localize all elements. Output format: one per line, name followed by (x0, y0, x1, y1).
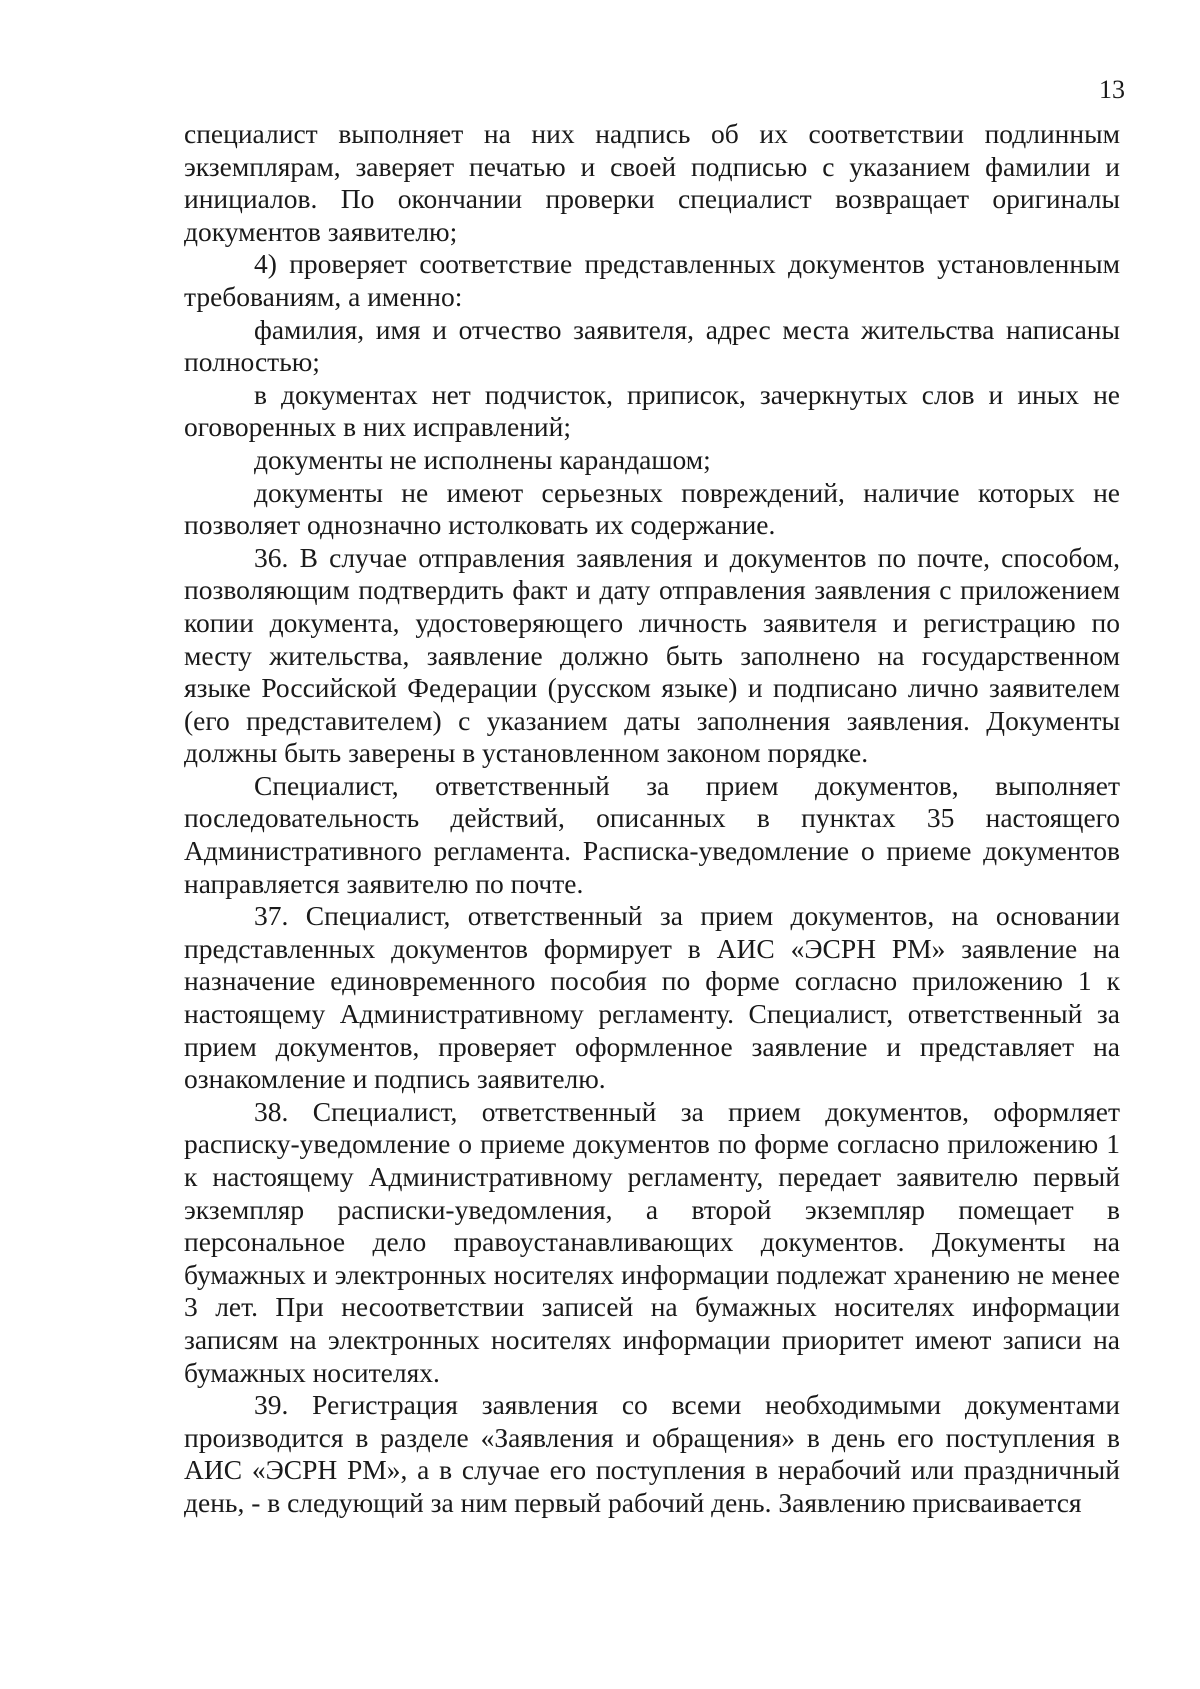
paragraph-3: фамилия, имя и отчество заявителя, адрес места жительства написаны полностью; (184, 313, 1120, 378)
paragraph-1: специалист выполняет на них надпись об их соответствии подлинным экземплярам, заверяет печатью и своей подписью с указанием фамилии и инициалов. По окончании проверки специалист возвращает оригиналы документов заявителю; (184, 118, 1120, 247)
paragraph-39: 39. Регистрация заявления со всеми необходимыми документами производится в разделе «Заявления и обращения» в день его поступления в АИС «ЭСРН РМ», а в случае его поступления в нерабочий или праздничный день, - в следующий за ним первый рабочий день. Заявлению присваивается (184, 1389, 1120, 1518)
paragraph-36-specialist: Специалист, ответственный за прием документов, выполняет последовательность действий, описанных в пунктах 35 настоящего Административного регламента. Расписка-уведомление о приеме документов направляется заявителю по почте. (184, 769, 1120, 899)
paragraph-37: 37. Специалист, ответственный за прием документов, на основании представленных документов формирует в АИС «ЭСРН РМ» заявление на назначение единовременного пособия по форме согласно приложению 1 к настоящему Административному регламенту. Специалист, ответственный за прием документов, проверяет оформленное заявление и представляет на ознакомление и подпись заявителю. (184, 900, 1120, 1095)
paragraph-2: 4) проверяет соответствие представленных документов установленным требованиям, а именно: (184, 248, 1120, 312)
paragraph-5: документы не исполнены карандашом; (254, 443, 711, 475)
paragraph-38: 38. Специалист, ответственный за прием документов, оформляет расписку-уведомление о приеме документов по форме согласно приложению 1 к настоящему Административному регламенту, передает заявителю первый экземпляр расписки-уведомления, а второй экземпляр помещает в персональное дело правоустанавливающих документов. Документы на бумажных и электронных носителях информации подлежат хранению не менее 3 лет. При несоответствии записей на бумажных носителях информации записям на электронных носителях информации приоритет имеют записи на бумажных носителях. (184, 1095, 1120, 1388)
document-body (184, 118, 1120, 1520)
paragraph-6: документы не имеют серьезных повреждений, наличие которых не позволяет однозначно истолковать их содержание. (184, 476, 1120, 541)
paragraph-36: 36. В случае отправления заявления и документов по почте, способом, позволяющим подтвердить факт и дату отправления заявления с приложением копии документа, удостоверяющего личность заявителя и регистрацию по месту жительства, заявление должно быть заполнено на государственном языке Российской Федерации (русском языке) и подписано лично заявителем (его представителем) с указанием даты заполнения заявления. Документы должны быть заверены в установленном законом порядке. (184, 541, 1120, 769)
page-number: 13 (1099, 75, 1125, 104)
paragraph-4: в документах нет подчисток, приписок, зачеркнутых слов и иных не оговоренных в них исправлений; (184, 378, 1120, 443)
